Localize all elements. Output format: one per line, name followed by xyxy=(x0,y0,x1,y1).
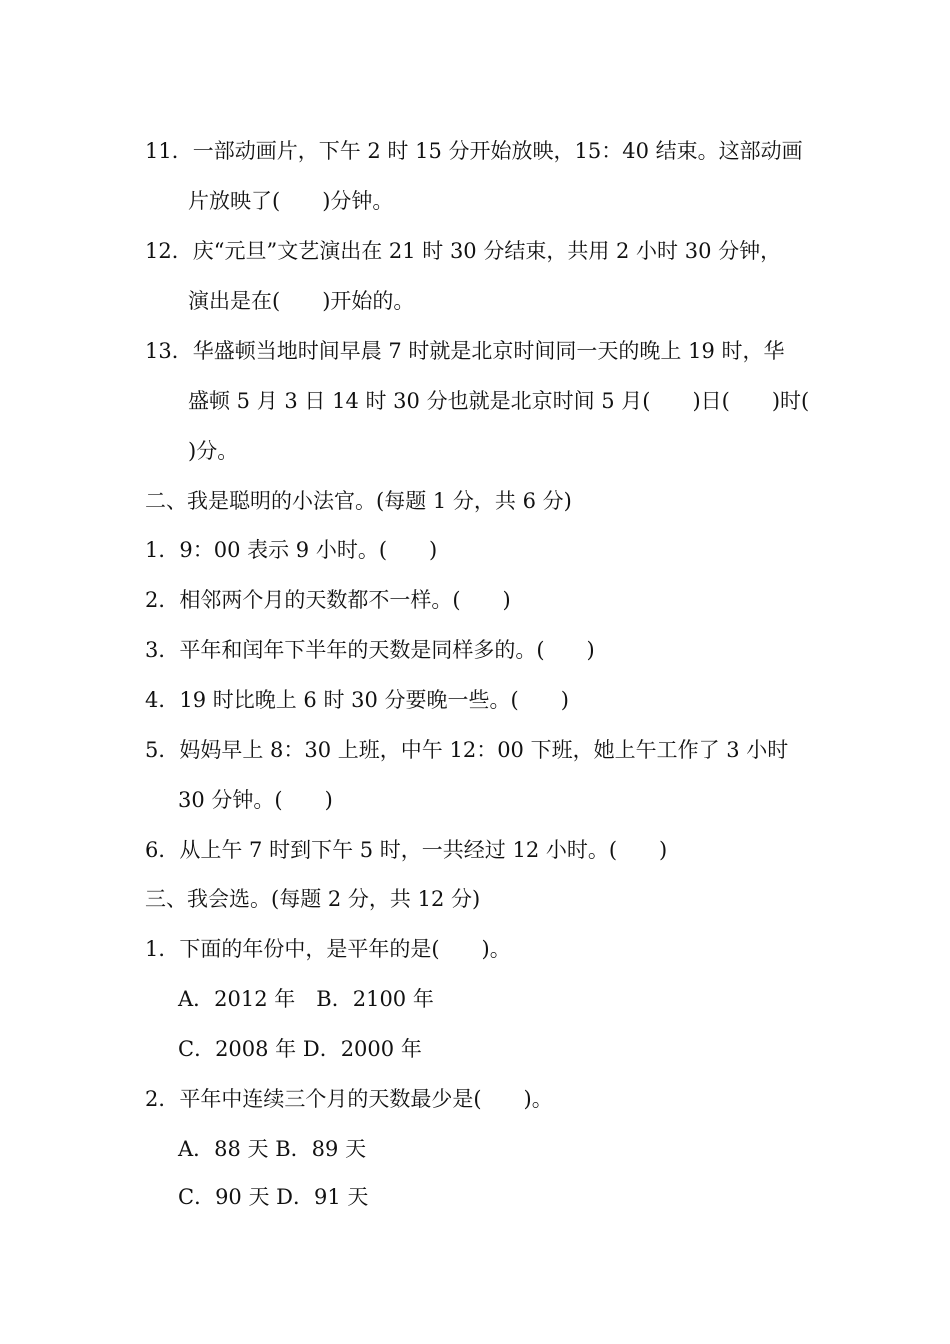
q11-line1: 11．一部动画片，下午 2 时 15 分开始放映，15：40 结束。这部动画 xyxy=(145,139,803,163)
choice-q2-stem: 2．平年中连续三个月的天数最少是( )。 xyxy=(145,1087,553,1111)
choice-q1-stem: 1．下面的年份中，是平年的是( )。 xyxy=(145,937,511,961)
choice-q1-options-cd: C．2008 年 D．2000 年 xyxy=(178,1037,422,1061)
section3-heading: 三、我会选。(每题 2 分，共 12 分) xyxy=(145,887,481,911)
q12-line1: 12．庆“元旦”文艺演出在 21 时 30 分结束，共用 2 小时 30 分钟， xyxy=(145,239,782,263)
judge-item-3: 3．平年和闰年下半年的天数是同样多的。( ) xyxy=(145,638,595,662)
judge-item-1: 1．9：00 表示 9 小时。( ) xyxy=(145,538,438,562)
q12-line2: 演出是在( )开始的。 xyxy=(188,289,415,313)
q13-line2: 盛顿 5 月 3 日 14 时 30 分也就是北京时间 5 月( )日( )时( xyxy=(188,389,810,413)
choice-q2-options-cd: C．90 天 D．91 天 xyxy=(178,1185,369,1209)
section2-heading: 二、我是聪明的小法官。(每题 1 分，共 6 分) xyxy=(145,489,572,513)
judge-item-6: 6．从上午 7 时到下午 5 时，一共经过 12 小时。( ) xyxy=(145,838,668,862)
q11-line2: 片放映了( )分钟。 xyxy=(188,189,394,213)
judge-item-4: 4．19 时比晚上 6 时 30 分要晚一些。( ) xyxy=(145,688,569,712)
judge-item-5-line2: 30 分钟。( ) xyxy=(178,788,333,812)
q13-line3: )分。 xyxy=(188,439,239,463)
q13-line1: 13．华盛顿当地时间早晨 7 时就是北京时间同一天的晚上 19 时，华 xyxy=(145,339,785,363)
judge-item-2: 2．相邻两个月的天数都不一样。( ) xyxy=(145,588,511,612)
choice-q2-options-ab: A．88 天 B．89 天 xyxy=(178,1137,367,1161)
choice-q1-options-ab: A．2012 年 B．2100 年 xyxy=(178,987,434,1011)
judge-item-5-line1: 5．妈妈早上 8：30 上班，中午 12：00 下班，她上午工作了 3 小时 xyxy=(145,738,789,762)
